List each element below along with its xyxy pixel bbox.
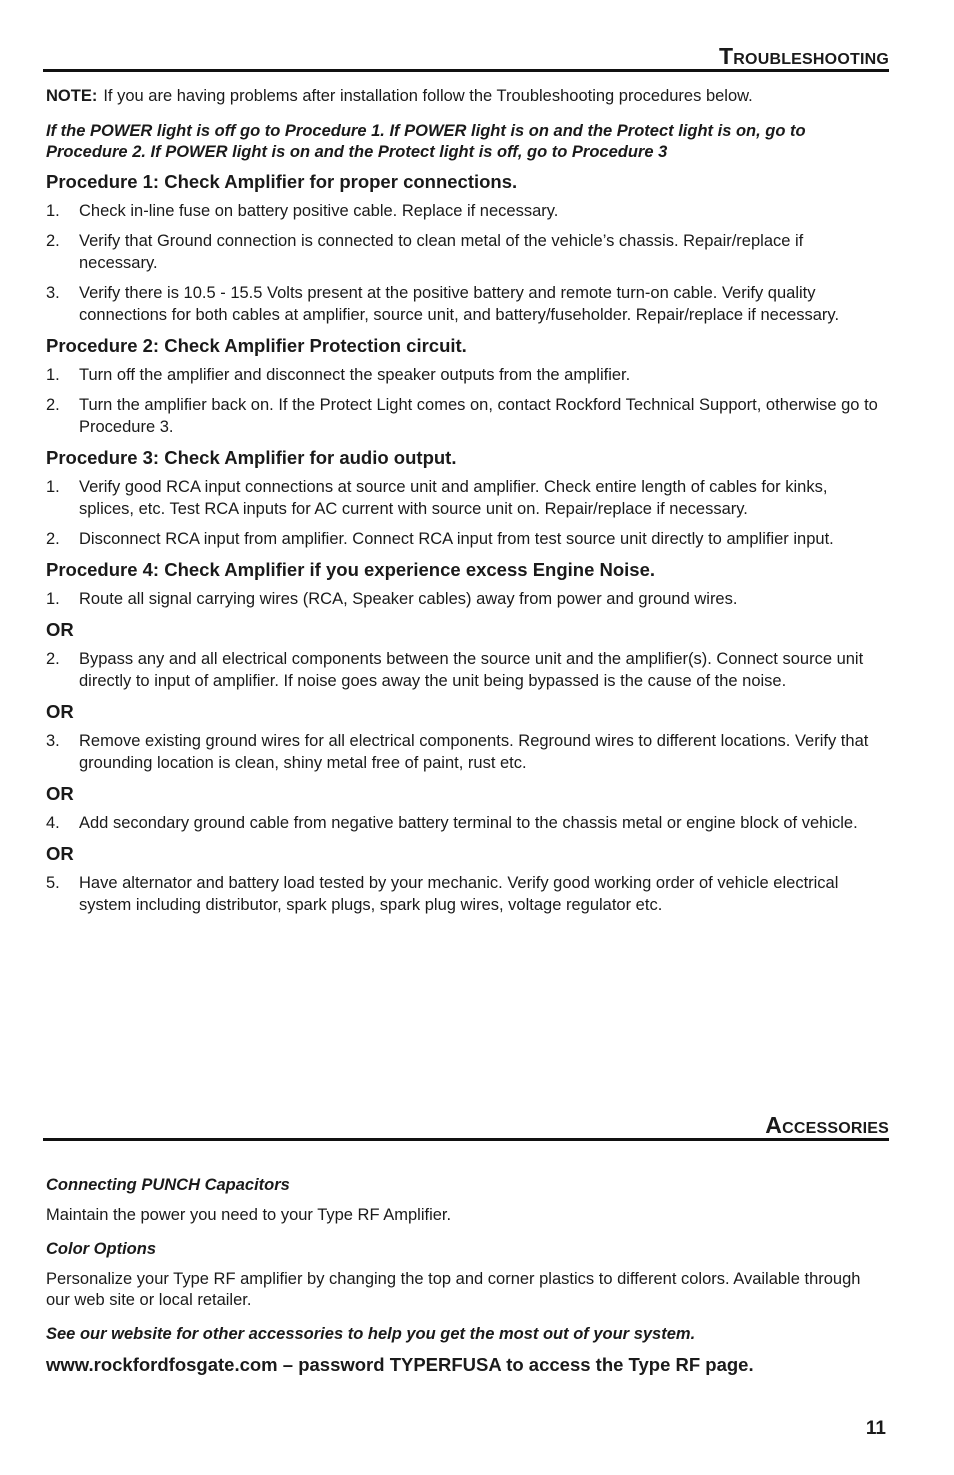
item-text: Add secondary ground cable from negative battery terminal to the chassis metal or engine block of vehicle.	[79, 814, 858, 832]
item-number: 4.	[46, 814, 60, 832]
item-text: Verify that Ground connection is connected to clean metal of the vehicle’s chassis. Repair/replace if necessary.	[79, 232, 804, 272]
or-separator: OR	[46, 843, 74, 864]
item-text: Route all signal carrying wires (RCA, Speaker cables) away from power and ground wires.	[79, 590, 738, 608]
list-item	[46, 282, 886, 326]
item-number: 2.	[46, 396, 60, 414]
capacitors-heading: Connecting PUNCH Capacitors	[46, 1176, 290, 1194]
item-number: 3.	[46, 284, 60, 302]
note-label: NOTE:	[46, 87, 98, 105]
procedure-routing-intro: If the POWER light is off go to Procedure 1. If POWER light is on and the Protect light is on, go to Procedure 2. If POWER light is on and the Protect light is off, go to Procedure 3	[46, 122, 806, 161]
or-separator: OR	[46, 619, 74, 640]
item-text: Check in-line fuse on battery positive cable. Replace if necessary.	[79, 202, 559, 220]
page-number: 11	[865, 1418, 886, 1439]
color-options-heading: Color Options	[46, 1240, 156, 1258]
item-text: Turn the amplifier back on. If the Protect Light comes on, contact Rockford Technical Support, otherwise go to Procedure 3.	[79, 396, 878, 436]
item-number: 1.	[46, 590, 60, 608]
list-item	[46, 812, 886, 834]
item-text: Remove existing ground wires for all electrical components. Reground wires to different locations. Verify that grounding location is clean, shiny metal free of paint, rust etc.	[79, 732, 869, 772]
capacitors-text: Maintain the power you need to your Type RF Amplifier.	[46, 1206, 452, 1224]
list-item	[46, 730, 886, 774]
list-item	[46, 528, 886, 550]
list-item	[46, 476, 886, 520]
item-number: 3.	[46, 732, 60, 750]
procedure-1-heading: Procedure 1: Check Amplifier for proper connections.	[46, 171, 518, 192]
list-item	[46, 200, 886, 222]
or-separator: OR	[46, 783, 74, 804]
website-note: See our website for other accessories to help you get the most out of your system.	[46, 1325, 696, 1343]
accessories-body	[46, 1175, 886, 1377]
list-item	[46, 588, 886, 610]
accessories-header	[43, 1113, 889, 1141]
item-text: Disconnect RCA input from amplifier. Connect RCA input from test source unit directly to amplifier input.	[79, 530, 834, 548]
item-number: 5.	[46, 874, 60, 892]
item-number: 1.	[46, 478, 60, 496]
item-number: 2.	[46, 650, 60, 668]
list-item	[46, 394, 886, 438]
item-text: Bypass any and all electrical components between the source unit and the amplifier(s). Connect source unit directly to input of amplifier. If noise goes away the unit being bypassed is the cause of the noise.	[79, 650, 864, 690]
note-paragraph	[46, 86, 886, 107]
item-number: 2.	[46, 232, 60, 250]
item-text: Turn off the amplifier and disconnect the speaker outputs from the amplifier.	[79, 366, 631, 384]
procedure-2-heading: Procedure 2: Check Amplifier Protection circuit.	[46, 335, 467, 356]
procedure-3-heading: Procedure 3: Check Amplifier for audio output.	[46, 447, 457, 468]
website-link[interactable]: www.rockfordfosgate.com – password TYPERFUSA to access the Type RF page.	[46, 1354, 754, 1375]
item-number: 1.	[46, 366, 60, 384]
troubleshooting-title: Troubleshooting	[719, 43, 889, 69]
list-item	[46, 872, 886, 916]
accessories-title: Accessories	[765, 1112, 889, 1138]
item-text: Verify there is 10.5 - 15.5 Volts present at the positive battery and remote turn-on cable. Verify quality connections for both cables at amplifier, source unit, and battery/fuseholder. Repair/replace if necessary.	[79, 284, 840, 324]
troubleshooting-body	[46, 86, 886, 924]
item-text: Verify good RCA input connections at source unit and amplifier. Check entire length of cables for kinks, splices, etc. Test RCA inputs for AC current with source unit on. Repair/replace if necessary.	[79, 478, 828, 518]
procedure-4-heading: Procedure 4: Check Amplifier if you experience excess Engine Noise.	[46, 559, 656, 580]
list-item	[46, 364, 886, 386]
list-item	[46, 648, 886, 692]
item-number: 2.	[46, 530, 60, 548]
or-separator: OR	[46, 701, 74, 722]
list-item	[46, 230, 886, 274]
note-text: If you are having problems after installation follow the Troubleshooting procedures below.	[103, 87, 753, 105]
color-options-text: Personalize your Type RF amplifier by changing the top and corner plastics to different colors. Available through our web site or local retailer.	[46, 1270, 861, 1309]
item-text: Have alternator and battery load tested by your mechanic. Verify good working order of vehicle electrical system including distributor, spark plugs, spark plug wires, voltage regulator etc.	[79, 874, 839, 914]
troubleshooting-header	[43, 44, 889, 72]
item-number: 1.	[46, 202, 60, 220]
